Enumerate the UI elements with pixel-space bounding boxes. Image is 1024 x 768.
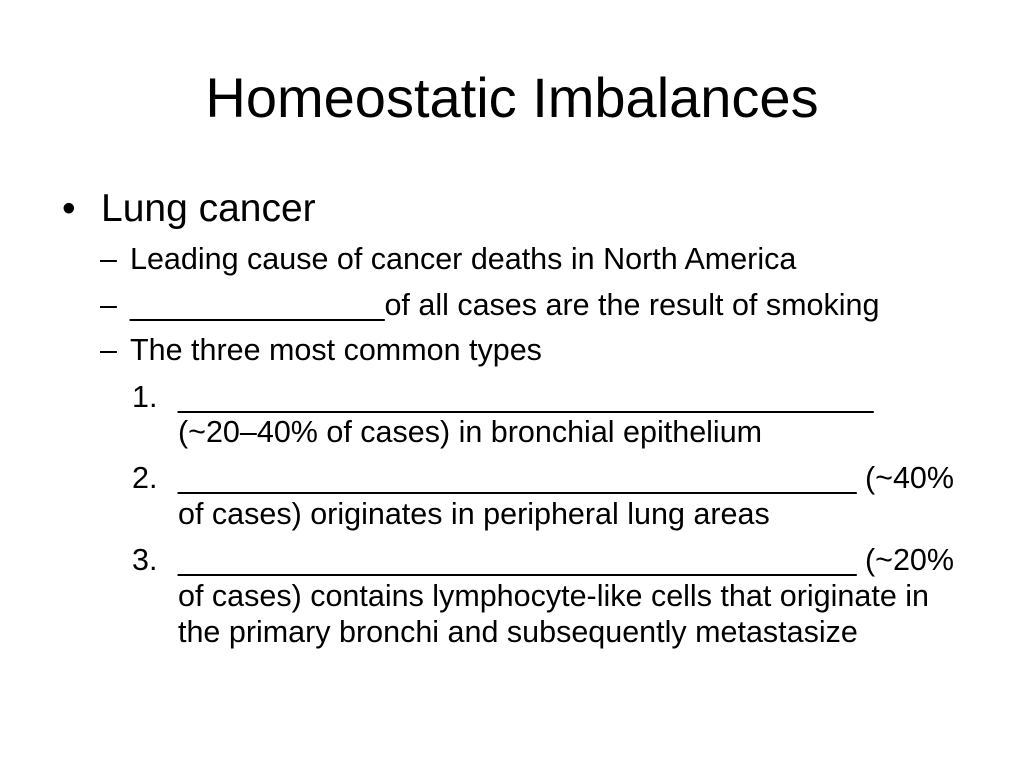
sub-bullet-text: The three most common types (130, 333, 542, 367)
numbered-item-line (0, 545, 1024, 576)
bullet-marker: • (62, 187, 76, 230)
numbered-item-marker: 3. (132, 543, 158, 577)
numbered-item-text: ________________________________________ (~40% (178, 461, 954, 495)
sub-bullet-marker: – (100, 242, 117, 276)
sub-bullet-text: Leading cause of cancer deaths in North America (130, 242, 797, 276)
sub-bullet-2 (0, 290, 1024, 321)
numbered-item-line (0, 382, 1024, 413)
numbered-item-line (0, 581, 1024, 612)
numbered-item-line (0, 617, 1024, 648)
numbered-item-text: _________________________________________ (178, 380, 874, 414)
numbered-item-line (0, 463, 1024, 494)
bullet-text: Lung cancer (101, 187, 316, 230)
numbered-item-marker: 1. (132, 380, 158, 414)
sub-bullet-marker: – (100, 288, 117, 322)
numbered-item-text: the primary bronchi and subsequently metastasize (178, 615, 858, 649)
numbered-item-line (0, 499, 1024, 530)
slide-title: Homeostatic Imbalances (205, 66, 819, 129)
numbered-item-line (0, 417, 1024, 448)
numbered-item-marker: 2. (132, 461, 158, 495)
sub-bullet-3 (0, 335, 1024, 366)
numbered-item-text: ________________________________________ (~20% (178, 543, 954, 577)
numbered-item-text: of cases) originates in peripheral lung areas (178, 497, 770, 531)
sub-bullet-text: _______________of all cases are the result of smoking (130, 288, 880, 322)
numbered-item-text: of cases) contains lymphocyte-like cells that originate in (178, 579, 929, 613)
sub-bullet-marker: – (100, 333, 117, 367)
numbered-item-text: (~20–40% of cases) in bronchial epithelium (178, 415, 763, 449)
bullet-item-lung-cancer (0, 189, 1024, 228)
sub-bullet-1 (0, 244, 1024, 275)
